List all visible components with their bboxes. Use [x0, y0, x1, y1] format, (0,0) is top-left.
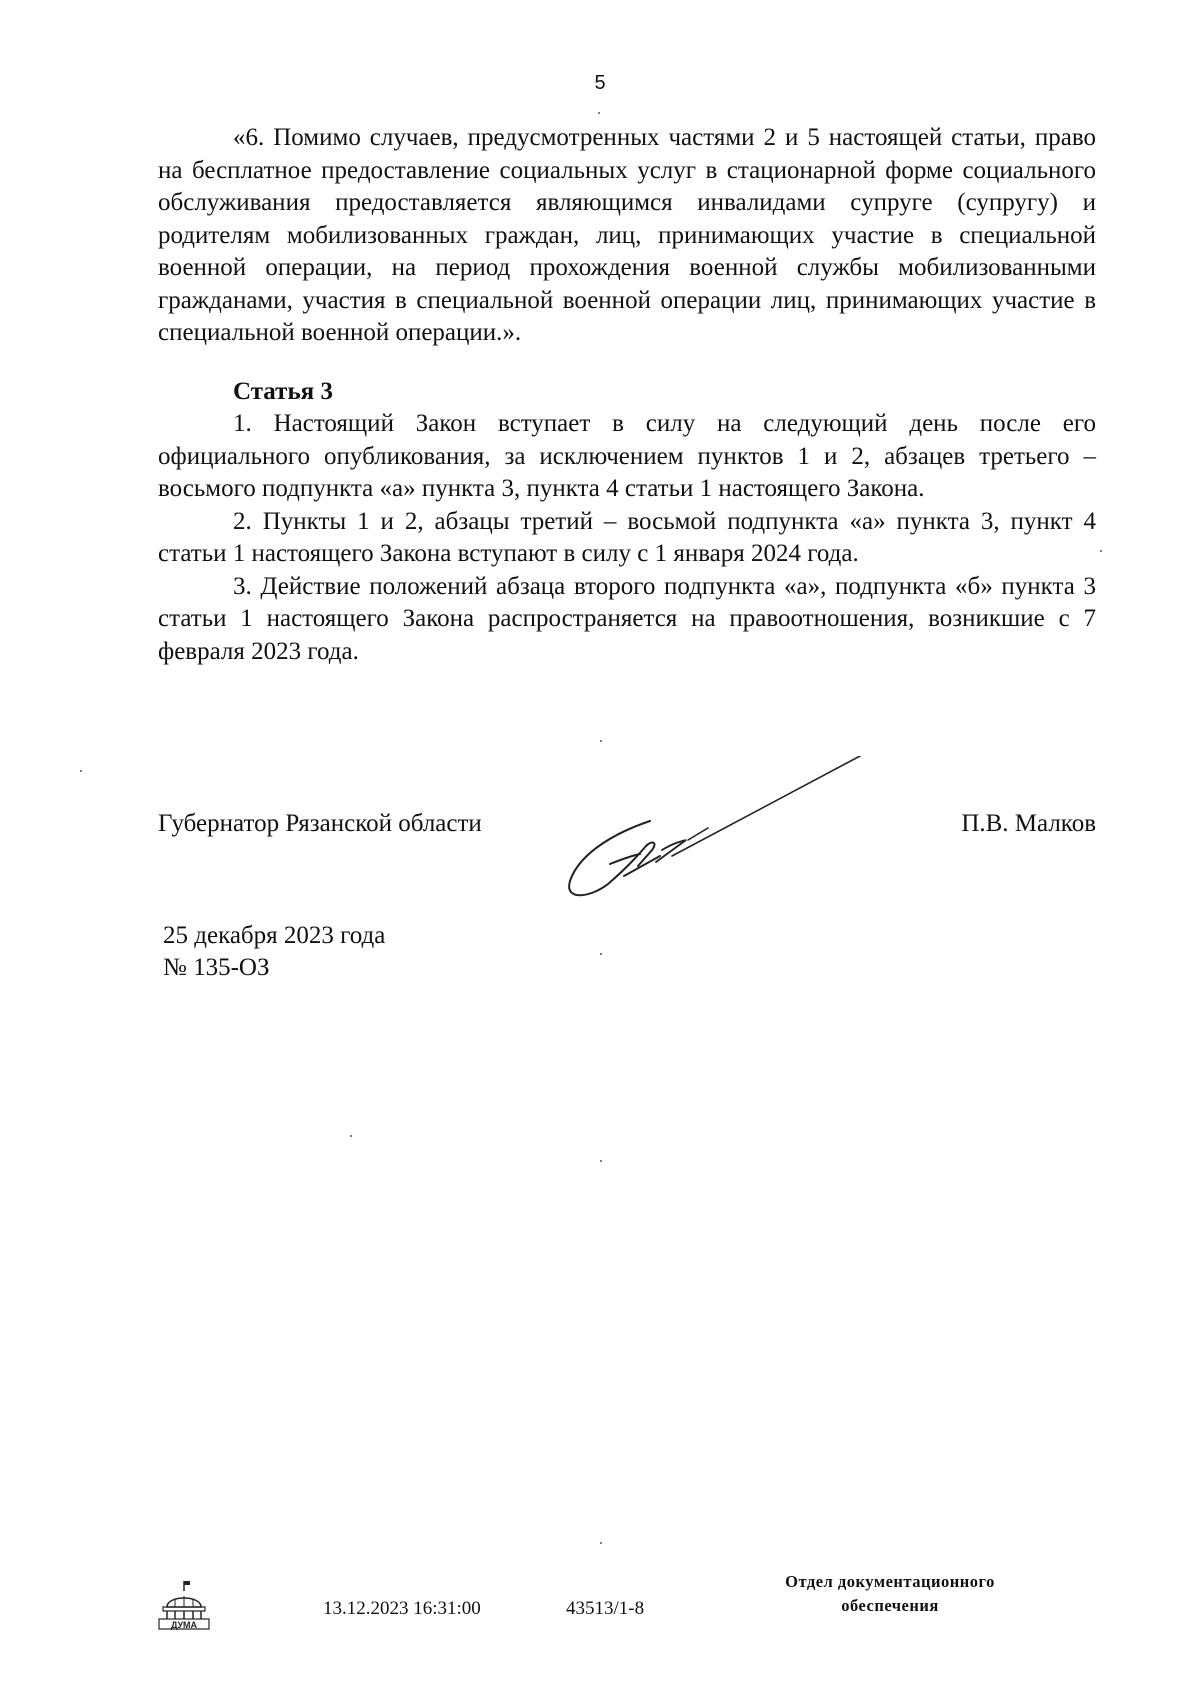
page-number: 5	[594, 72, 606, 94]
handwritten-signature	[560, 756, 880, 906]
scan-speck	[600, 953, 602, 955]
article-3-heading: Статья 3	[233, 377, 333, 405]
footer-department	[735, 1570, 1045, 1618]
law-date: 25 декабря 2023 года	[163, 922, 386, 949]
article-3-item-3: 3. Действие положений абзаца второго подпункта «а», подпункта «б» пункта 3 статьи 1 настоящего Закона распространяется на правоотношения, возникшие с 7 февраля 2023 года.	[158, 572, 1096, 665]
article-3-item-2: 2. Пункты 1 и 2, абзацы третий – восьмой подпункта «а» пункта 3, пункт 4 статьи 1 настоящего Закона вступают в силу с 1 января 2024 года.	[158, 507, 1096, 567]
scan-speck	[600, 1160, 602, 1162]
footer-registration-number: 43513/1-8	[566, 1598, 645, 1619]
signatory-title: Губернатор Рязанской области	[158, 810, 482, 837]
footer-datetime: 13.12.2023 16:31:00	[323, 1598, 481, 1619]
scan-speck	[600, 740, 602, 742]
article-3-item-1: 1. Настоящий Закон вступает в силу на следующий день после его официального опубликования, за исключением пунктов 1 и 2, абзацев третьего – восьмого подпункта «а» пункта 3, пункта 4 статьи 1 настоящего Закона.	[158, 410, 1096, 502]
scan-speck	[350, 1135, 352, 1137]
signatory-name: П.В. Малков	[961, 810, 1096, 837]
department-line-2: обеспечения	[841, 1596, 939, 1615]
duma-emblem-icon	[155, 1577, 213, 1633]
paragraph-6: «6. Помимо случаев, предусмотренных частями 2 и 5 настоящей статьи, право на бесплатное предоставление социальных услуг в стационарной форме социального обслуживания предоставляется являющимся инвалидами супруге (супругу) и родителям мобилизованных граждан, лиц, принимающих участие в специальной военной операции, на период прохождения военной службы мобилизованными гражданами, участия в специальной военной операции лиц, принимающих участие в специальной военной операции.».	[158, 124, 1096, 346]
law-date-block	[163, 920, 385, 984]
scan-speck	[598, 112, 600, 114]
emblem-text: ДУМА	[170, 1620, 198, 1630]
scan-speck	[600, 1542, 602, 1544]
department-line-1: Отдел документационного	[785, 1572, 995, 1591]
law-number: № 135-ОЗ	[163, 954, 270, 981]
document-body	[158, 122, 1096, 668]
scan-speck	[1100, 550, 1102, 552]
scan-speck	[80, 770, 82, 772]
